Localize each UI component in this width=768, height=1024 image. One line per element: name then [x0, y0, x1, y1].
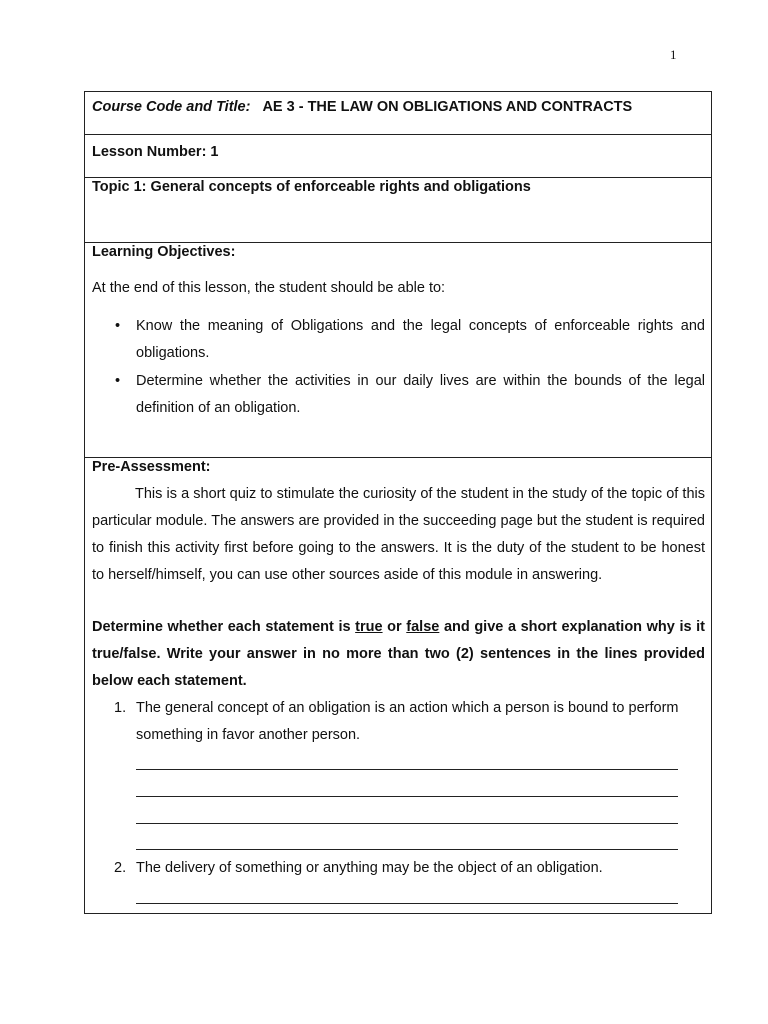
- objective-item-line: obligations.: [136, 345, 210, 361]
- instruction-text: and give a short explanation why is it true/false. Write your answer in no more than two (2) sentences in the lines provided below each statement.: [92, 619, 705, 689]
- objective-item-line: Determine whether the activities in our daily lives are within the bounds of the legal: [136, 373, 705, 389]
- course-title-line: [92, 99, 632, 115]
- page-number: 1: [670, 47, 677, 62]
- question-item: [92, 855, 705, 882]
- learning-objectives-cell: [84, 242, 712, 458]
- answer-line[interactable]: [136, 849, 678, 850]
- topic-title: Topic 1: General concepts of enforceable rights and obligations: [92, 179, 531, 195]
- topic-cell: [84, 177, 712, 243]
- pre-assessment-heading: Pre-Assessment:: [92, 459, 211, 475]
- pre-assessment-paragraph: This is a short quiz to stimulate the curiosity of the student in the study of the topic of this particular module. The answers are provided in the succeeding page but the student is required to finish this activity first before going to the answers. It is the duty of the student to be honest to herself/himself, you can use other sources aside of this module in answering.: [92, 486, 705, 583]
- objective-item: [92, 368, 705, 422]
- objective-item-line: Know the meaning of Obligations and the legal concepts of enforceable rights and: [136, 318, 705, 334]
- question-item: [92, 695, 705, 749]
- course-title-cell: [84, 91, 712, 135]
- lesson-number: Lesson Number: 1: [92, 144, 219, 160]
- objective-item: [92, 313, 705, 367]
- true-word: true: [355, 619, 383, 635]
- objectives-heading: Learning Objectives:: [92, 244, 236, 260]
- question-text-line: The general concept of an obligation is an action which a person is bound to perform: [136, 700, 679, 716]
- question-number: 2.: [114, 860, 127, 876]
- instruction-paragraph: [92, 614, 705, 695]
- question-number: 1.: [114, 700, 127, 716]
- question-text-line: The delivery of something or anything may be the object of an obligation.: [136, 860, 603, 876]
- answer-line[interactable]: [136, 769, 678, 770]
- false-word: false: [406, 619, 440, 635]
- answer-line[interactable]: [136, 823, 678, 824]
- pre-assessment-cell: [84, 457, 712, 914]
- bullet-icon: •: [115, 373, 121, 389]
- course-value: AE 3 - THE LAW ON OBLIGATIONS AND CONTRACTS: [262, 99, 633, 115]
- course-label: Course Code and Title:: [92, 99, 251, 115]
- bullet-icon: •: [115, 318, 121, 334]
- answer-line[interactable]: [136, 796, 678, 797]
- answer-line[interactable]: [136, 903, 678, 904]
- question-text-line: something in favor another person.: [136, 727, 361, 743]
- objectives-intro: At the end of this lesson, the student should be able to:: [92, 280, 446, 296]
- instruction-text: or: [382, 619, 407, 635]
- lesson-number-cell: [84, 134, 712, 178]
- instruction-text: Determine whether each statement is: [92, 619, 356, 635]
- objective-item-line: definition of an obligation.: [136, 400, 301, 416]
